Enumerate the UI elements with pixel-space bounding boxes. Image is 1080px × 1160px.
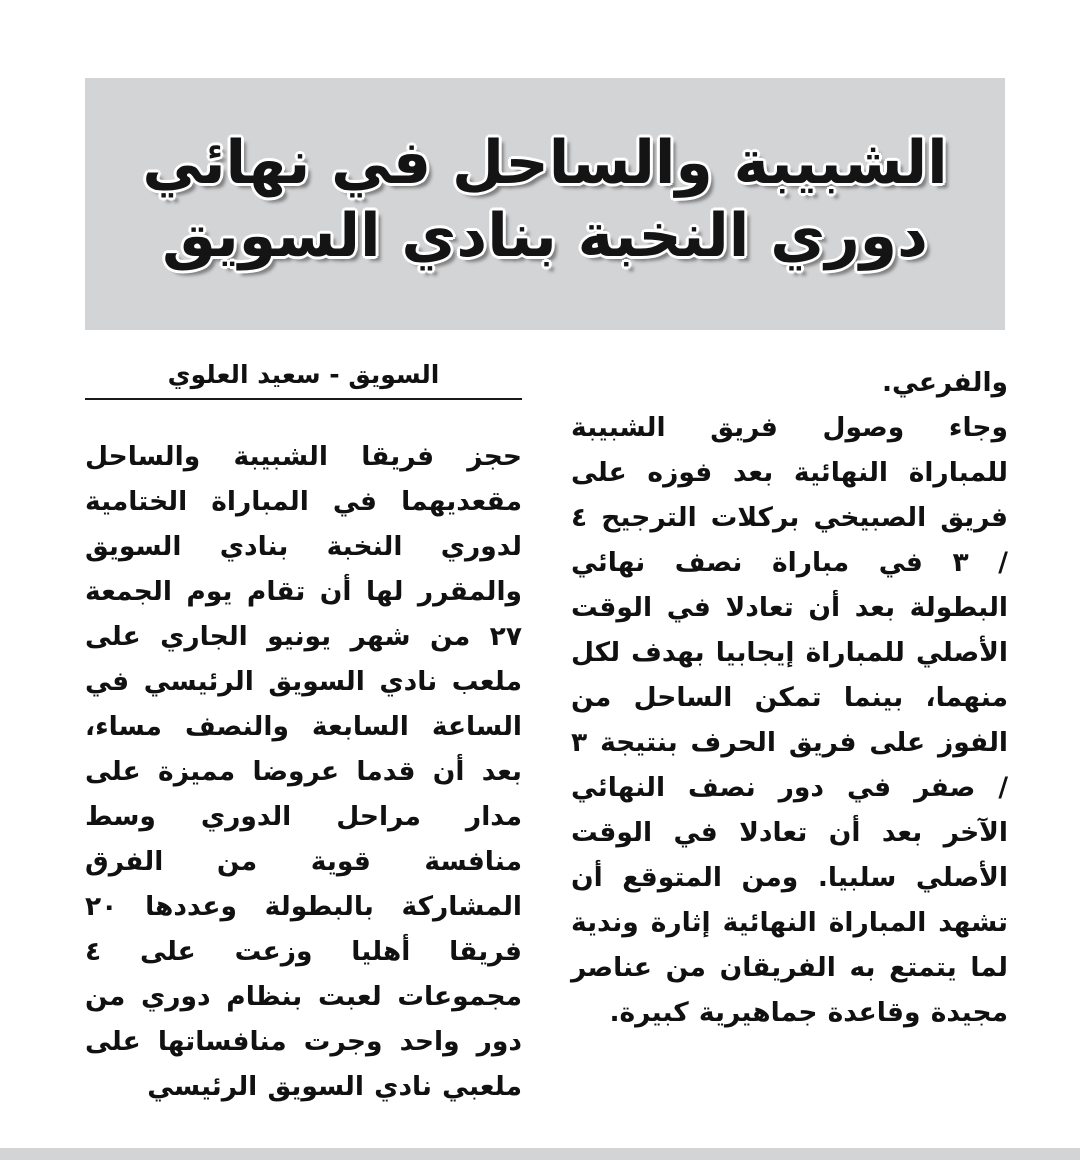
article-paragraph-left-1: والفرعي.	[881, 367, 1008, 398]
headline-panel	[85, 78, 1005, 330]
article-column-left	[571, 360, 1008, 1035]
headline-line-1: الشبيبة والساحل في نهائي	[142, 127, 948, 198]
byline: السويق - سعيد العلوي	[167, 360, 440, 389]
article-paragraph-left-2: وجاء وصول فريق الشبيبة للمباراة النهائية بعد فوزه على فريق الصبيخي بركلات الترجيح ٤ / ٣ في مباراة نصف نهائي البطولة بعد أن تعادلا في الوقت الأصلي للمباراة إيجابيا بهدف لكل منهما، بينما تمكن الساحل من الفوز على فريق الحرف بنتيجة ٣ / صفر في دور نصف النهائي الآخر بعد أن تعادلا في الوقت الأصلي سلبيا. ومن المتوقع أن تشهد المباراة النهائية إثارة وندية لما يتمتع به الفريقان من عناصر مجيدة وقاعدة جماهيرية كبيرة.	[571, 412, 1008, 1028]
page-bottom-strip	[0, 1148, 1080, 1160]
article-columns	[85, 360, 1008, 1120]
headline-line-2: دوري النخبة بنادي السويق	[162, 201, 928, 271]
article-paragraph-right: حجز فريقا الشبيبة والساحل مقعديهما في المباراة الختامية لدوري النخبة بنادي السويق والمقرر لها أن تقام يوم الجمعة ٢٧ من شهر يونيو الجاري على ملعب نادي السويق الرئيسي في الساعة السابعة والنصف مساء، بعد أن قدما عروضا مميزة على مدار مراحل الدوري وسط منافسة قوية من الفرق المشاركة بالبطولة وعددها ٢٠ فريقا أهليا وزعت على ٤ مجموعات لعبت بنظام دوري من دور واحد وجرت منافساتها على ملعبي نادي السويق الرئيسي	[85, 441, 522, 1102]
byline-divider	[85, 398, 522, 400]
article-column-right	[85, 360, 522, 1109]
